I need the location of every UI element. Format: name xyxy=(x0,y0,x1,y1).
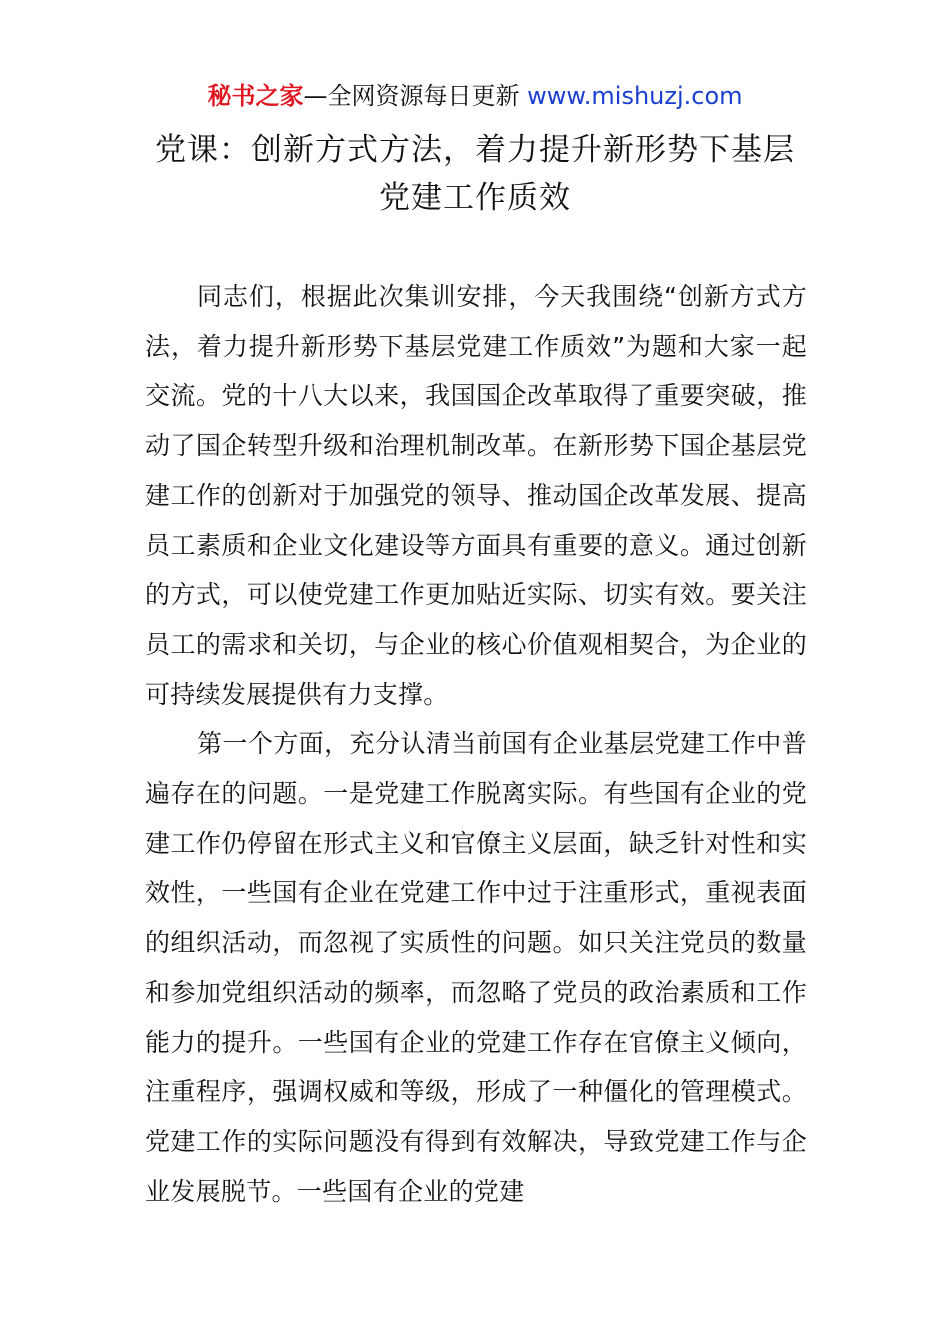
title-line-1: 党课：创新方式方法，着力提升新形势下基层 xyxy=(155,132,795,168)
site-header xyxy=(0,80,950,112)
site-tagline: —全网资源每日更新 xyxy=(303,82,528,110)
site-url-link[interactable]: www.mishuzj.com xyxy=(527,82,743,110)
site-brand: 秘书之家 xyxy=(207,82,304,110)
paragraph-intro: 同志们，根据此次集训安排，今天我围绕“创新方式方法，着力提升新形势下基层党建工作质效”为题和大家一起交流。党的十八大以来，我国国企改革取得了重要突破，推动了国企转型升级和治理机制改革。在新形势下国企基层党建工作的创新对于加强党的领导、推动国企改革发展、提高员工素质和企业文化建设等方面具有重要的意义。通过创新的方式，可以使党建工作更加贴近实际、切实有效。要关注员工的需求和关切，与企业的核心价值观相契合，为企业的可持续发展提供有力支撑。 xyxy=(145,282,807,709)
document-title xyxy=(100,126,850,222)
title-line-2: 党建工作质效 xyxy=(379,180,571,216)
paragraph-section-1: 第一个方面，充分认清当前国有企业基层党建工作中普遍存在的问题。一是党建工作脱离实际。有些国有企业的党建工作仍停留在形式主义和官僚主义层面，缺乏针对性和实效性，一些国有企业在党建工作中过于注重形式，重视表面的组织活动，而忽视了实质性的问题。如只关注党员的数量和参加党组织活动的频率，而忽略了党员的政治素质和工作能力的提升。一些国有企业的党建工作存在官僚主义倾向，注重程序，强调权威和等级，形成了一种僵化的管理模式。党建工作的实际问题没有得到有效解决，导致党建工作与企业发展脱节。一些国有企业的党建 xyxy=(145,729,807,1206)
document-body xyxy=(145,272,807,1216)
